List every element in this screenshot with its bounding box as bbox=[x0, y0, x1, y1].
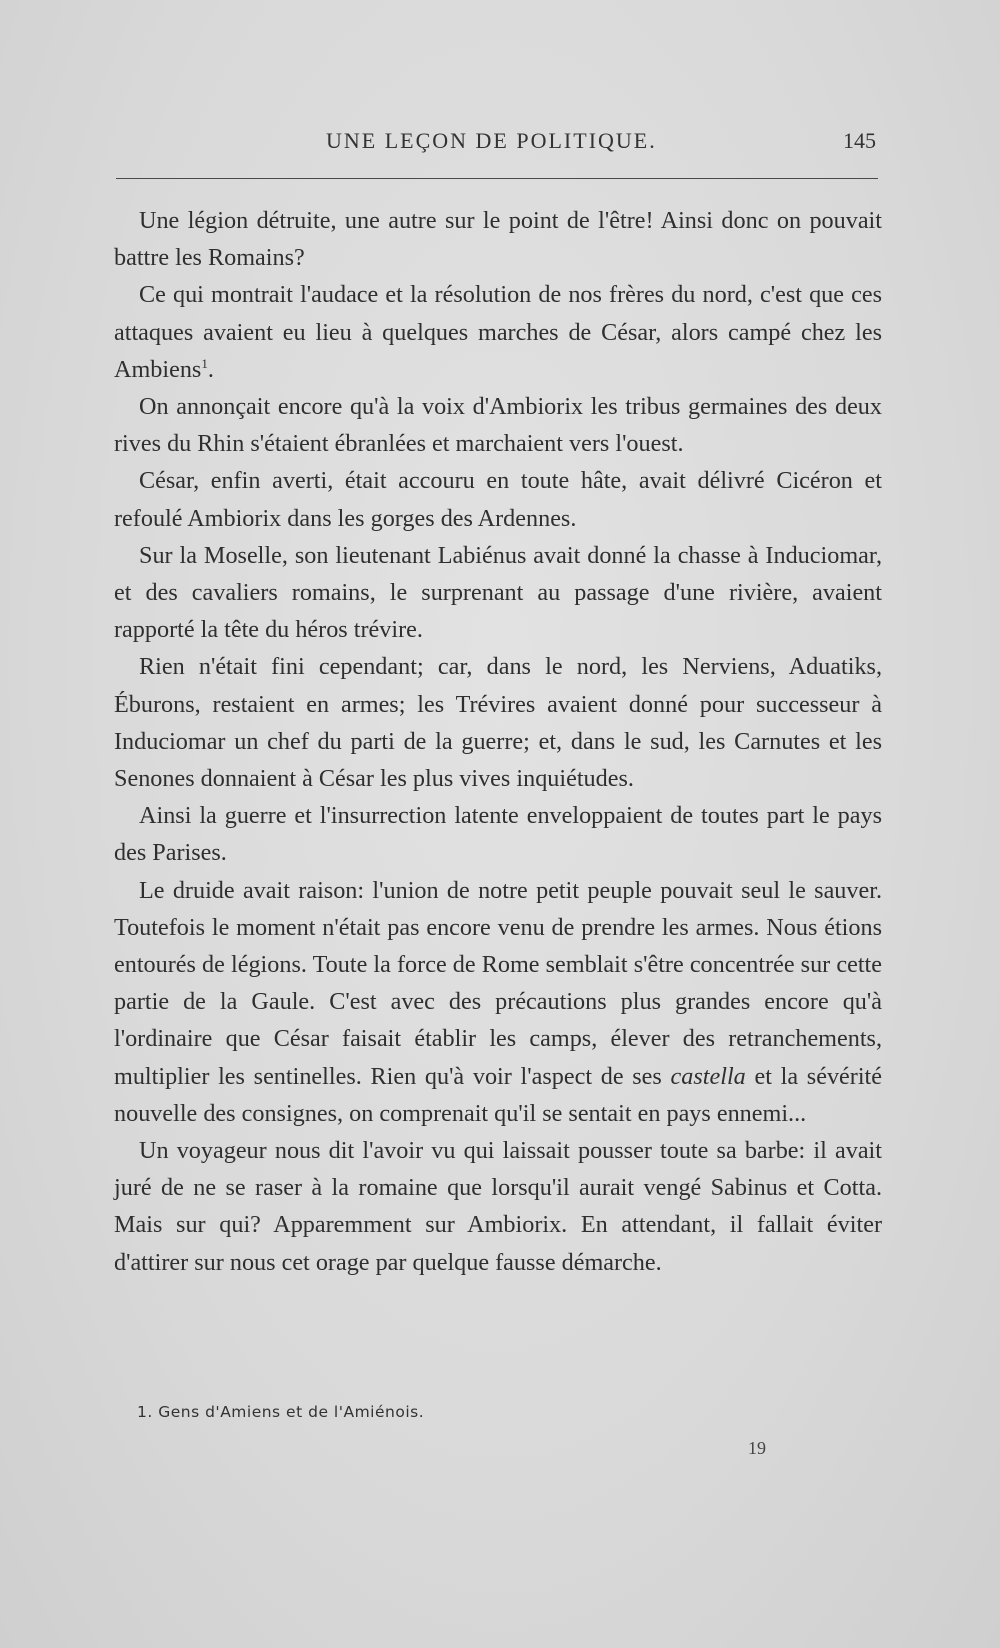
italic-term: castella bbox=[670, 1062, 746, 1090]
running-title: UNE LEÇON DE POLITIQUE. bbox=[326, 128, 657, 153]
paragraph-8-tail: et la sévérité nouvelle des consignes, on comprenait qu'il se sentait en pays ennemi... bbox=[114, 1062, 882, 1127]
signature-mark: 19 bbox=[748, 1438, 766, 1458]
paragraph-5: Sur la Moselle, son lieutenant Labiénus avait donné la chasse à Induciomar, et des cavaliers romains, le surprenant au passage d'une rivière, avaient rapporté la tête du héros trévire. bbox=[114, 541, 882, 644]
paragraph-2 bbox=[114, 276, 882, 388]
paragraph-8 bbox=[114, 872, 882, 1132]
paragraph-1: Une légion détruite, une autre sur le point de l'être! Ainsi donc on pouvait battre les Romains? bbox=[114, 207, 882, 272]
paragraph-7: Ainsi la guerre et l'insurrection latente enveloppaient de toutes part le pays des Parises. bbox=[114, 802, 882, 867]
paragraph-6: Rien n'était fini cependant; car, dans le nord, les Nerviens, Aduatiks, Éburons, restaient en armes; les Trévires avaient donné pour successeur à Induciomar un chef du parti de la guerre; et, dans le sud, les Carnutes et les Senones donnaient à César les plus vives inquiétudes. bbox=[114, 653, 882, 793]
paragraph-2-text: Ce qui montrait l'audace et la résolution de nos frères du nord, c'est que ces attaques avaient eu lieu à quelques marches de César, alors campé chez les Ambiens bbox=[114, 281, 882, 383]
header-rule bbox=[116, 178, 878, 179]
paragraph-8-text: Le druide avait raison: l'union de notre petit peuple pouvait seul le sauver. Toutefois le moment n'était pas encore venu de prendre les armes. Nous étions entourés de légions. Toute la force de Rome semblait s'être concentrée sur cette partie de la Gaule. C'est avec des précautions plus grandes encore qu'à l'ordinaire que César faisait établir les camps, élever des retranchements, multiplier les sentinelles. Rien qu'à voir l'aspect de ses bbox=[114, 876, 882, 1090]
paragraph-4: César, enfin averti, était accouru en toute hâte, avait délivré Cicéron et refoulé Ambiorix dans les gorges des Ardennes. bbox=[114, 467, 882, 532]
running-head bbox=[116, 128, 876, 158]
paragraph-3: On annonçait encore qu'à la voix d'Ambiorix les tribus germaines des deux rives du Rhin s'étaient ébranlées et marchaient vers l'ouest. bbox=[114, 393, 882, 458]
page-number: 145 bbox=[843, 128, 876, 153]
paragraph-9: Un voyageur nous dit l'avoir vu qui laissait pousser toute sa barbe: il avait juré de ne se raser à la romaine que lorsqu'il aurait vengé Sabinus et Cotta. Mais sur qui? Apparemment sur Ambiorix. En attendant, il fallait éviter d'attirer sur nous cet orage par quelque fausse démarche. bbox=[114, 1137, 882, 1276]
paragraph-2-end: . bbox=[207, 355, 214, 383]
footnote-reference[interactable]: 1 bbox=[201, 355, 208, 371]
footnote: 1. Gens d'Amiens et de l'Amiénois. bbox=[137, 1403, 425, 1421]
body-text bbox=[114, 202, 882, 1281]
